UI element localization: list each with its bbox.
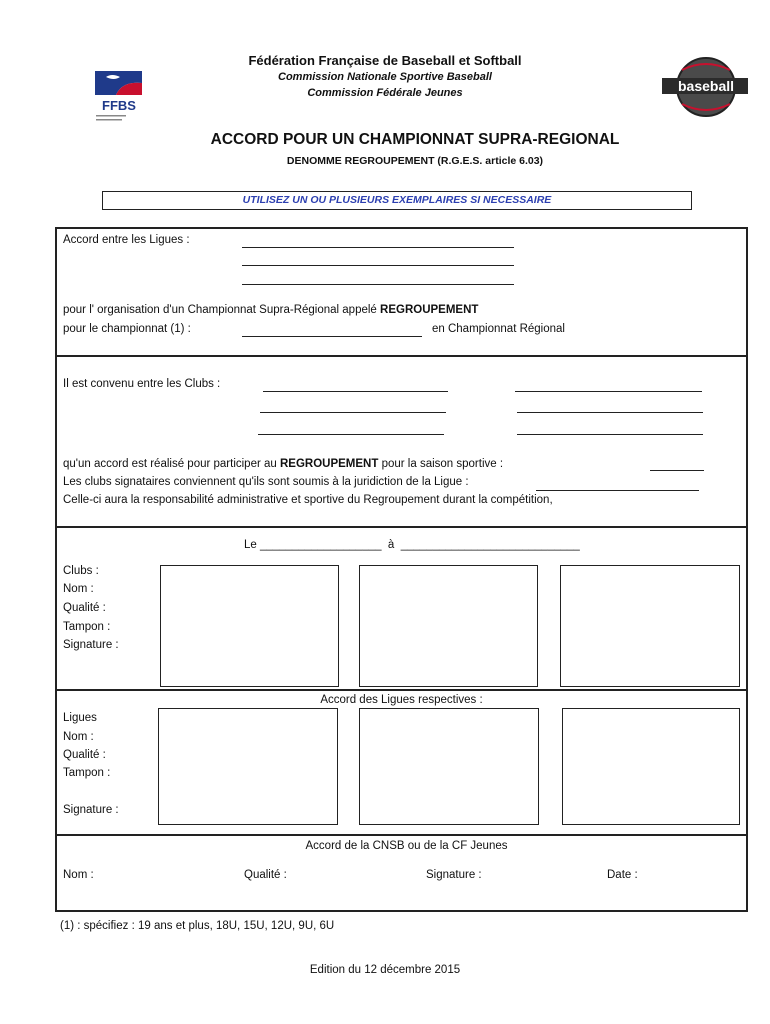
document-subtitle: DENOMME REGROUPEMENT (R.G.E.S. article 6.03) [286, 155, 544, 167]
ligue-field-2[interactable] [242, 265, 514, 266]
cnsb-qualite-label: Qualité : [244, 869, 287, 881]
clubs-signature-label: Signature : [63, 639, 119, 651]
cnsb-accord-heading: Accord de la CNSB ou de la CF Jeunes [305, 840, 508, 852]
clubs-label: Il est convenu entre les Clubs : [63, 378, 221, 390]
clubs-sig-label: Clubs : [63, 565, 99, 577]
federation-title: Fédération Française de Baseball et Softball [248, 53, 522, 68]
form-frame [55, 227, 748, 912]
ligue-juridiction-field[interactable] [536, 490, 699, 491]
cnsb-signature-label: Signature : [426, 869, 482, 881]
notice-banner: UTILISEZ UN OU PLUSIEURS EXEMPLAIRES SI NECESSAIRE [102, 191, 692, 210]
ligues-accord-heading: Accord des Ligues respectives : [320, 694, 483, 706]
club-signature-box-3[interactable] [560, 565, 740, 687]
accord-text: qu'un accord est réalisé pour participer au REGROUPEMENT pour la saison sportive : [63, 458, 504, 470]
club-field-5[interactable] [258, 434, 444, 435]
championnat-field[interactable] [242, 336, 422, 337]
ligue-signature-box-3[interactable] [562, 708, 740, 825]
ligue-signature-box-1[interactable] [158, 708, 338, 825]
clubs-nom-label: Nom : [63, 583, 94, 595]
ligues-signature-label: Signature : [63, 804, 119, 816]
le-blank[interactable]: ___________________ [260, 539, 382, 551]
edition-date: Edition du 12 décembre 2015 [309, 964, 461, 976]
club-field-6[interactable] [517, 434, 703, 435]
juridiction-text: Les clubs signataires conviennent qu'ils sont soumis à la juridiction de la Ligue : [63, 476, 469, 488]
svg-text:FFBS: FFBS [102, 98, 136, 113]
ligues-label: Accord entre les Ligues : [63, 234, 190, 246]
club-field-2[interactable] [515, 391, 702, 392]
ligues-tampon-label: Tampon : [63, 767, 111, 779]
cnsb-nom-label: Nom : [63, 869, 94, 881]
ligue-field-3[interactable] [242, 284, 514, 285]
responsabilite-text: Celle-ci aura la responsabilité administrative et sportive du Regroupement durant la compétition, [63, 494, 553, 506]
cnsb-date-label: Date : [607, 869, 638, 881]
club-signature-box-1[interactable] [160, 565, 339, 687]
club-signature-box-2[interactable] [359, 565, 538, 687]
ligues-sig-label: Ligues [63, 712, 97, 724]
commission-baseball: Commission Nationale Sportive Baseball [278, 71, 492, 83]
saison-field[interactable] [650, 470, 704, 471]
le-line: Le ___________________ à ____________________________ [244, 539, 580, 551]
document-title: ACCORD POUR UN CHAMPIONNAT SUPRA-REGIONAL [210, 131, 620, 148]
championnat-label: pour le championnat (1) : [63, 323, 191, 335]
club-field-3[interactable] [260, 412, 446, 413]
club-field-4[interactable] [517, 412, 703, 413]
ligue-field-1[interactable] [242, 247, 514, 248]
club-field-1[interactable] [263, 391, 448, 392]
svg-text:baseball: baseball [677, 78, 735, 94]
championnat-suffix: en Championnat Régional [432, 323, 565, 335]
ligues-qualite-label: Qualité : [63, 749, 106, 761]
ligue-signature-box-2[interactable] [359, 708, 539, 825]
organisation-text: pour l' organisation d'un Championnat Supra-Régional appelé REGROUPEMENT [63, 304, 479, 316]
a-blank[interactable]: ____________________________ [400, 539, 580, 551]
clubs-qualite-label: Qualité : [63, 602, 106, 614]
footnote: (1) : spécifiez : 19 ans et plus, 18U, 15U, 12U, 9U, 6U [60, 920, 335, 932]
clubs-tampon-label: Tampon : [63, 621, 111, 633]
commission-jeunes: Commission Fédérale Jeunes [307, 87, 463, 99]
ligues-nom-label: Nom : [63, 731, 94, 743]
